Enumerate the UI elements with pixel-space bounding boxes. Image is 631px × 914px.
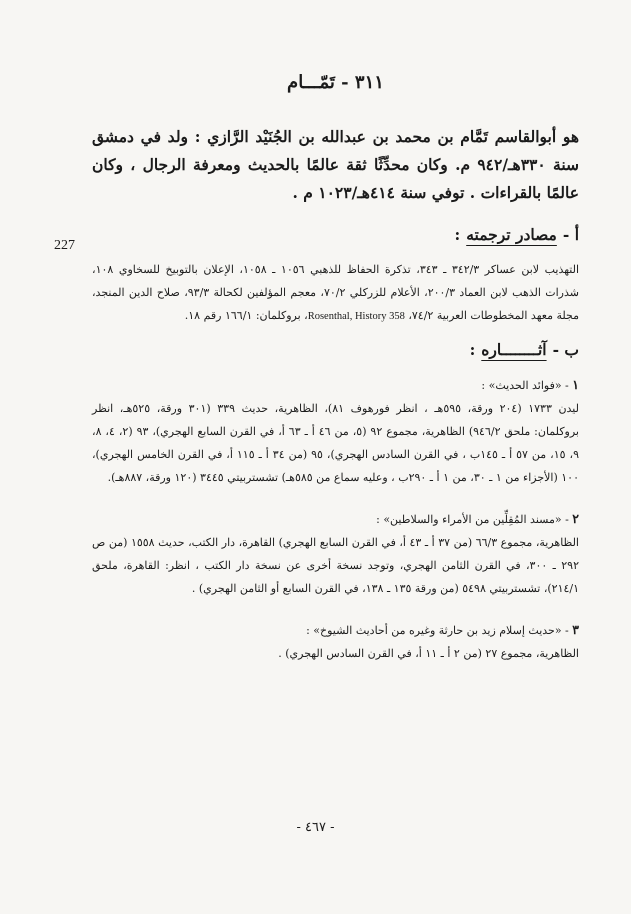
page-number: - ٤٦٧ - [296,820,335,835]
work-title-text: - «حديث إسلام زيد بن حارثة وغيره من أحاديث الشيوخ» : [306,624,569,637]
section-b-heading [92,340,579,359]
sources-tail: ، بروكلمان: ١٦٦/١ رقم ١٨. [184,309,308,322]
section-b-title: آثــــــــاره [481,340,547,359]
work-manuscripts: ليدن ١٧٣٣ (٢٠٤ ورقة، ٥٩٥هـ ، انظر فورهوف ٨١)، الظاهرية، حديث ٣٣٩ (٣٠١ ورقة، ٥٢٥هـ، انظر بروكلمان: ملحق ٩٤٦/٢) الظاهرية، مجموع ٩٢ (٥، من ٤٦ أ ـ ٦٣ أ، في القرن السابع الهجري)، ٩٣ (٢، ٤، ٨، ٩، ١٥، من ٥٧ أ ـ ١٤٥ب ، في القرن السادس الهجري)، ٩٥ (من ٣٤ أ ـ ١١٥ أ، في القرن الخامس الهجري)، ١٠٠ (الأجزاء من ١ ـ ٣٠، من ١ أ ـ ٢٩٠ب ، وعليه سماع من ٥٨٥هـ) تشستربيتي ٣٤٤٥ (١٢٠ ورقة، ٨٨٧هـ). [92,402,580,484]
sources-latin-ref: Rosenthal, History 358 [307,311,405,322]
work-number: ٢ [572,511,579,526]
work-number: ١ [572,377,579,392]
section-b-colon: : [469,340,476,359]
work-title [92,373,579,397]
section-a-heading [92,225,579,244]
section-a-letter: أ - [562,225,579,244]
work-title [92,618,579,642]
work-item [92,618,579,665]
sources-text: التهذيب لابن عساكر ٣٤٢/٣ ـ ٣٤٣، تذكرة الحفاظ للذهبي ١٠٥٦ ـ ١٠٥٨، الإعلان بالتوبيخ للسخاوي ١٠٨، شذرات الذهب لابن العماد ٢٠٠/٣، الأعلام للزركلي ٧٠/٢، معجم المؤلفين لكحالة ٩٣/٣، صلاح الدين المنجد، مجلة معهد المخطوطات العربية ٧٤/٢، [92,263,580,322]
work-manuscripts: الظاهرية، مجموع ٦٦/٣ (من ٣٧ أ ـ ٤٣ أ، في القرن السابع الهجري) القاهرة، دار الكتب، حديث ١٥٥٨ (من ص ٢٩٢ ـ ٣٠٠، في القرن الثامن الهجري، وتوجد نسخة أخرى عن نسخة دار الكتب ، انظر: القاهرة، ملحق ٢١٤/١)، تشستربيتي ٥٤٩٨ (من ورقة ١٣٥ ـ ١٣٨، في القرن السابع أو الثامن الهجري) . [92,536,579,595]
work-title-text: - «فوائد الحديث» : [481,379,569,392]
work-title-text: - «مسند المُقِلِّين من الأمراء والسلاطين» : [376,513,569,526]
section-b-letter: ب - [552,340,579,359]
work-item [92,373,579,489]
work-title [92,507,579,531]
entry-title: ٣١١ - تَمّـــام [287,72,384,93]
work-item [92,507,579,600]
margin-page-number: 227 [54,238,75,253]
work-manuscripts: الظاهرية، مجموع ٢٧ (من ٢ أ ـ ١١ أ، في القرن السادس الهجري) . [278,647,579,660]
sources-paragraph [92,258,579,328]
entry-content [92,72,579,683]
section-a-colon: : [454,225,461,244]
section-a-title: مصادر ترجمته [466,225,557,244]
biography-paragraph: هو أبوالقاسم تَمَّام بن محمد بن عبدالله بن الجُنَيْد الرَّازي : ولد في دمشق سنة ٣٣٠هـ/٩٤٢ م. وكان محدِّثًا ثقة عالمًا بالحديث ومعرفة الرجال ، وكان عالمًا بالقراءات . توفي سنة ٤١٤هـ/١٠٢٣ م . [92,127,579,202]
work-number: ٣ [572,622,579,637]
